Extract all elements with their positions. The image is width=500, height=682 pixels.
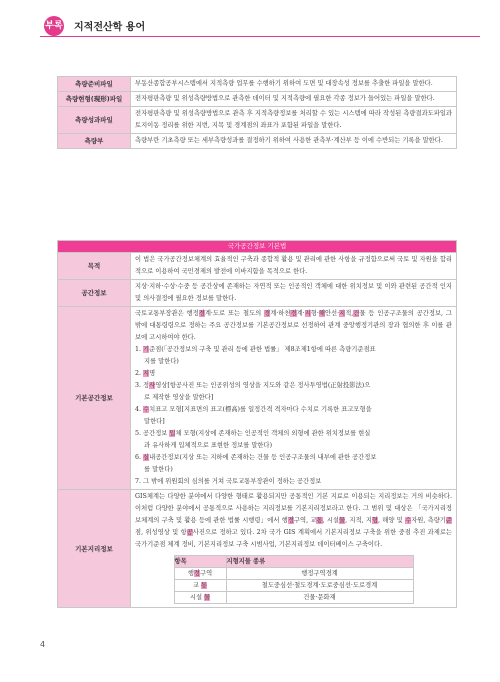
term-cell: 측량준비파일	[58, 77, 131, 92]
table-row	[58, 307, 457, 490]
term-cell: 측량부	[58, 134, 131, 149]
item-continuation: 과 유사하게 입체적으로 표현한 정보를 말한다)	[144, 442, 273, 449]
item-number: 1.	[135, 346, 142, 353]
desc-cell	[131, 490, 457, 608]
list-item	[135, 428, 452, 452]
value-cell: 행정구역경계	[226, 568, 413, 580]
text-span: , 해양 및	[378, 517, 406, 524]
highlight: 경	[264, 310, 271, 317]
column-header: 항목	[174, 556, 226, 568]
item-text: 내공간정보(지상 또는 지하에 존재하는 건물 등 인공구조물의 내부에 관한 공간정보	[149, 454, 377, 461]
term-cell: 측량현형(現形)파일	[58, 92, 131, 107]
column-header: 지형지물 종류	[226, 556, 413, 568]
item-continuation: 지를 말한다)	[144, 358, 179, 365]
text-span: 형·	[310, 310, 319, 317]
item-continuation: 말한다]	[144, 418, 165, 425]
desc-cell: 이 법은 국가공간정보체계의 효율적인 구축과 종합적 활용 및 관리에 관한 사항을 규정함으로써 국토 및 자원을 합리적으로 이용하여 국민경제의 발전에 이바지함을 목적으로 한다.	[131, 253, 457, 280]
highlight: 건	[353, 310, 360, 317]
highlight: 물	[339, 517, 346, 524]
item-text: 치표고 모형[지표면의 표고(標高)를 일정간격 격자마다 수치로 기록한 표고모형을	[149, 406, 372, 413]
list-item	[135, 404, 452, 428]
highlight: 실	[143, 454, 150, 461]
gis-paragraph	[135, 491, 452, 551]
text-span: 계·도로 또는 철도의	[204, 310, 265, 317]
item-text: 체 모형(지상에 존재하는 인공적인 객체의 외형에 관한 위치정보를 현실	[175, 430, 371, 437]
item-continuation: 로 제작한 영상을 말한다]	[144, 394, 214, 401]
text-span: , 지적, 지	[345, 517, 372, 524]
list-item	[135, 452, 452, 476]
item-number: 7.	[135, 478, 142, 485]
table-title: 국가공간정보 기본법	[58, 241, 457, 253]
highlight: 지	[304, 310, 311, 317]
item-cell	[174, 568, 226, 580]
item-cell	[174, 580, 226, 592]
term-cell: 기본지리정보	[58, 490, 131, 608]
item-text: 공간정보	[143, 430, 170, 437]
item-number: 6.	[135, 454, 142, 461]
desc-cell: 전자평판측량 및 위성측량방법으로 관측한 데이터 및 지적측량에 필요한 각종 정보가 들어있는 파일을 말한다.	[131, 92, 457, 107]
table-row	[174, 568, 413, 580]
highlight: 사	[149, 382, 156, 389]
highlight: 통	[316, 517, 323, 524]
value-cell: 건물·문화재	[226, 592, 413, 604]
table-row	[58, 77, 457, 92]
highlight: 경	[290, 310, 297, 317]
survey-file-table	[57, 76, 457, 149]
inner-header-row	[174, 556, 413, 568]
list-item	[135, 476, 452, 488]
page-header	[40, 14, 480, 38]
highlight: 기	[143, 346, 150, 353]
highlight: 정	[287, 517, 294, 524]
item-continuation: 를 말한다)	[144, 466, 173, 473]
text-span: 교	[192, 582, 199, 589]
item-cell	[174, 592, 226, 604]
highlight: 경	[198, 310, 205, 317]
text-span: 구역	[200, 570, 213, 577]
item-text: 영상[항공사진 또는 인공위성의 영상을 지도와 같은 정사투영법(正射投影法)으	[155, 382, 371, 389]
list-item	[135, 368, 452, 380]
item-number: 5.	[135, 430, 142, 437]
text-span: 행	[187, 570, 194, 577]
text-span: 국토교통부장관은 행정	[135, 310, 199, 317]
text-span: 구역, 교	[293, 517, 317, 524]
desc-cell: 부동산종합공부시스템에서 지적측량 업무를 수행하기 위하여 도면 및 대장속성 정보를 추출한 파일을 말한다.	[131, 77, 457, 92]
desc-cell	[131, 307, 457, 490]
highlight: 통	[201, 582, 208, 589]
table-row	[58, 107, 457, 134]
desc-cell: 지상·지하·수상·수중 등 공간상에 존재하는 자연적 또는 인공적인 객체에 대한 위치정보 및 이와 관련된 공간적 인지 및 의사결정에 필요한 정보를 말한다.	[131, 280, 457, 307]
item-text: 그 밖에 위원회의 심의를 거쳐 국토교통부장관이 정하는 공간정보	[143, 478, 322, 485]
term-cell: 기본공간정보	[58, 307, 131, 490]
text-span: 사진으로 정하고 있다. 2차 국가 GIS 계획에서 기본지리정보 구축을 위한 중점 추진 과제로는 국가기준점 체계 정비, 기본지리정보 구축 시범사업, 기본지리정보 데이터베이스 구축이다.	[135, 529, 452, 548]
desc-cell: 측량부란 기초측량 또는 세부측량성과를 결정하기 위하여 사용한 관측부·계산부 등 이에 수반되는 기록을 말한다.	[131, 134, 457, 149]
highlight: 수	[143, 406, 150, 413]
item-number: 4.	[135, 406, 142, 413]
term-cell: 측량성과파일	[58, 107, 131, 134]
text-span: 점, 위성영상 및 항	[135, 529, 187, 536]
highlight: 형	[371, 517, 378, 524]
appendix-badge: 부록	[44, 16, 64, 36]
highlight: 정	[193, 570, 200, 577]
highlight: 해	[318, 310, 325, 317]
text-span: 적,	[345, 310, 354, 317]
item-number: 2.	[135, 370, 142, 377]
text-span: GIS체계는 다양한 분야에서 다양한 형태로 활용되지만 공통적인 기본 지료로 이용되는 지리정보는 거의 비슷하다. 이처럼 다양한 분야에서 공통적으로 사용하는 지리정보를 기본지리정보라고 한다. 그 범위 및 대상은 「국가지리정보체계의 구축 및 활용 등에 관한 법률 시행령」에서 행	[135, 493, 452, 524]
text-span: 시설	[189, 594, 203, 601]
term-cell: 목적	[58, 253, 131, 280]
spatial-info-law-table	[57, 240, 457, 608]
highlight: 지	[143, 370, 150, 377]
item-text: 준점(「공간정보의 구축 및 관리 등에 관한 법률」 제8조제1항에 따른 측량기준점표	[149, 346, 376, 353]
table-row	[58, 280, 457, 307]
highlight: 수	[405, 517, 412, 524]
header-title: 지적전산학 용어	[74, 22, 146, 33]
item-text: 정	[143, 382, 150, 389]
text-span: , 시설	[322, 517, 339, 524]
value-cell: 철도중심선·철도경계·도로중심선·도로경계	[226, 580, 413, 592]
text-span: 자원, 측량기	[411, 517, 446, 524]
table-row	[174, 580, 413, 592]
list-item	[135, 380, 452, 404]
term-cell: 공간정보	[58, 280, 131, 307]
text-span: 안선·	[324, 310, 340, 317]
table-row	[58, 92, 457, 107]
table-row	[58, 253, 457, 280]
text-span: 물 등 인공구조물의 공간정보, 그 밖에 대통령령으로 정하는 주요 공간정보를 기본공간정보로 선정하여 관계 중앙행정기관의 장과 협의한 후 이를 관보에 고시하여야 한다.	[135, 310, 452, 341]
list-item	[135, 344, 452, 368]
table-row	[58, 134, 457, 149]
desc-cell: 전자평판측량 및 위성측량방법으로 관측 후 지적측량정보를 처리할 수 있는 시스템에 따라 작성된 측량결과도파일과 토지이동 정리를 위한 지번, 지목 및 경계점의 좌표가 포함된 파일을 말한다.	[131, 107, 457, 134]
highlight: 공	[186, 529, 193, 536]
basic-intro	[135, 308, 452, 344]
table-row	[58, 490, 457, 608]
table-row	[174, 592, 413, 604]
item-text: 명	[149, 370, 156, 377]
page-number: 4	[40, 640, 46, 649]
item-number: 3.	[135, 382, 142, 389]
highlight: 물	[204, 594, 211, 601]
highlight: 입	[169, 430, 176, 437]
highlight: 준	[445, 517, 452, 524]
feature-type-table	[174, 555, 414, 604]
header-divider	[40, 36, 480, 37]
text-span: 계·하천	[270, 310, 291, 317]
text-span: 계·	[296, 310, 305, 317]
highlight: 지	[339, 310, 346, 317]
table-title-row	[58, 241, 457, 253]
